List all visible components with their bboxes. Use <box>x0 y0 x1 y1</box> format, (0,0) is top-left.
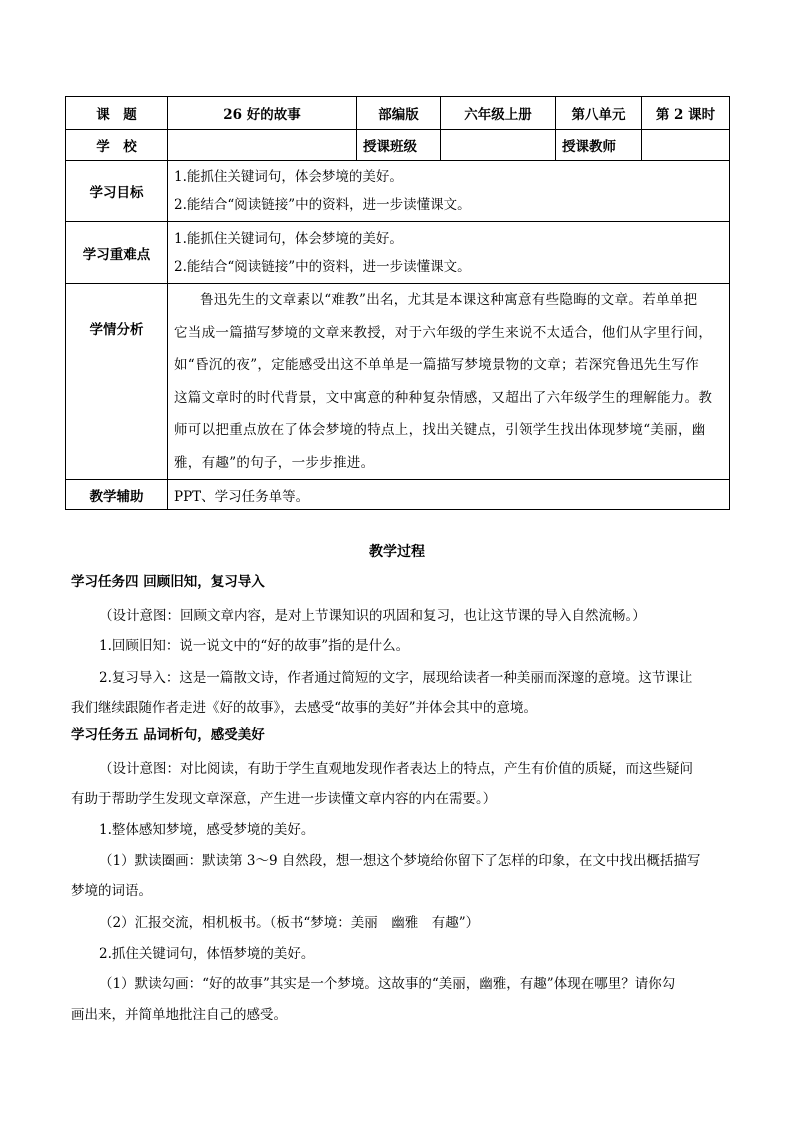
school-value <box>168 130 357 161</box>
table-row <box>66 222 730 284</box>
key-points-label: 学习重难点 <box>66 222 168 284</box>
analysis-line: 鲁迅先生的文章素以“难教”出名，尤其是本课这种寓意有些隐晦的文章。若单单把 <box>200 292 698 308</box>
task-5-step-1-2: （2）汇报交流，相机板书。（板书“梦境：美丽 幽雅 有趣”） <box>99 915 480 931</box>
class-label: 授课班级 <box>357 130 441 161</box>
task-5-step-2-1: （1）默读勾画：“好的故事”其实是一个梦境。这故事的“美丽，幽雅，有趣”体现在哪里？请你勾 <box>99 976 676 992</box>
topic-label: 课 题 <box>66 97 168 130</box>
aids-label: 教学辅助 <box>66 480 168 510</box>
analysis-content <box>168 284 730 480</box>
key-point-item: 2.能结合“阅读链接”中的资料，进一步读懂课文。 <box>174 258 471 275</box>
teacher-value <box>642 130 730 161</box>
analysis-line: 师可以把重点放在了体会梦境的特点上，找出关键点，引领学生找出体现梦境“美丽，幽 <box>174 422 706 438</box>
goals-content <box>168 161 730 222</box>
table-row <box>66 480 730 510</box>
task-5-step-1: 1.整体感知梦境，感受梦境的美好。 <box>99 822 315 838</box>
grade: 六年级上册 <box>441 97 556 130</box>
analysis-line: 如“昏沉的夜”，定能感受出这不单单是一篇描写梦境景物的文章；若深究鲁迅先生写作 <box>174 357 700 373</box>
task-5-heading: 学习任务五 品词析句，感受美好 <box>71 727 265 743</box>
lesson-number: 第 2 课时 <box>642 97 730 130</box>
task-4-step-2-cont: 我们继续跟随作者走进《好的故事》，去感受“故事的美好”并体会其中的意境。 <box>71 700 538 716</box>
table-row <box>66 130 730 161</box>
goal-item: 2.能结合“阅读链接”中的资料，进一步读懂课文。 <box>174 197 471 213</box>
task-5-step-1-1-cont: 梦境的词语。 <box>71 883 152 899</box>
school-label: 学 校 <box>66 130 168 161</box>
process-title: 教学过程 <box>369 544 425 560</box>
task-4-step-2: 2.复习导入：这是一篇散文诗，作者通过简短的文字，展现给读者一种美丽而深邃的意境。这节课让 <box>99 670 693 686</box>
task-5-step-2-1-cont: 画出来，并简单地批注自己的感受。 <box>71 1007 287 1023</box>
analysis-line: 这篇文章时的时代背景，文中寓意的种种复杂情感，又超出了六年级学生的理解能力。教 <box>174 389 713 406</box>
aids-value: PPT、学习任务单等。 <box>168 480 730 510</box>
task-5-intent-cont: 有助于帮助学生发现文章深意，产生进一步读懂文章内容的内在需要。） <box>71 791 497 807</box>
task-5-intent: （设计意图：对比阅读，有助于学生直观地发现作者表达上的特点，产生有价值的质疑，而这些疑问 <box>99 761 693 777</box>
analysis-line: 雅，有趣”的句子，一步步推进。 <box>174 454 375 471</box>
key-point-item: 1.能抓住关键词句，体会梦境的美好。 <box>174 230 403 247</box>
table-row <box>66 97 730 130</box>
table-row <box>66 284 730 480</box>
class-value <box>441 130 556 161</box>
task-4-heading: 学习任务四 回顾旧知，复习导入 <box>71 574 265 590</box>
goal-item: 1.能抓住关键词句，体会梦境的美好。 <box>174 169 403 185</box>
analysis-line: 它当成一篇描写梦境的文章来教授，对于六年级的学生来说不太适合，他们从字里行间， <box>174 324 713 341</box>
unit: 第八单元 <box>556 97 642 130</box>
task-5-step-2: 2.抓住关键词句，体悟梦境的美好。 <box>99 946 315 962</box>
topic-value: 26 好的故事 <box>168 97 357 130</box>
key-points-content <box>168 222 730 284</box>
task-4-step-1: 1.回顾旧知：说一说文中的“好的故事”指的是什么。 <box>99 638 410 654</box>
task-4-intent: （设计意图：回顾文章内容，是对上节课知识的巩固和复习，也让这节课的导入自然流畅。） <box>99 608 646 624</box>
task-5-step-1-1: （1）默读圈画：默读第 3～9 自然段，想一想这个梦境给你留下了怎样的印象，在文中找出概括描写 <box>99 853 701 869</box>
goals-label: 学习目标 <box>66 161 168 222</box>
lesson-info-table <box>65 96 730 510</box>
table-row <box>66 161 730 222</box>
teacher-label: 授课教师 <box>556 130 642 161</box>
analysis-label: 学情分析 <box>66 284 168 480</box>
edition: 部编版 <box>357 97 441 130</box>
